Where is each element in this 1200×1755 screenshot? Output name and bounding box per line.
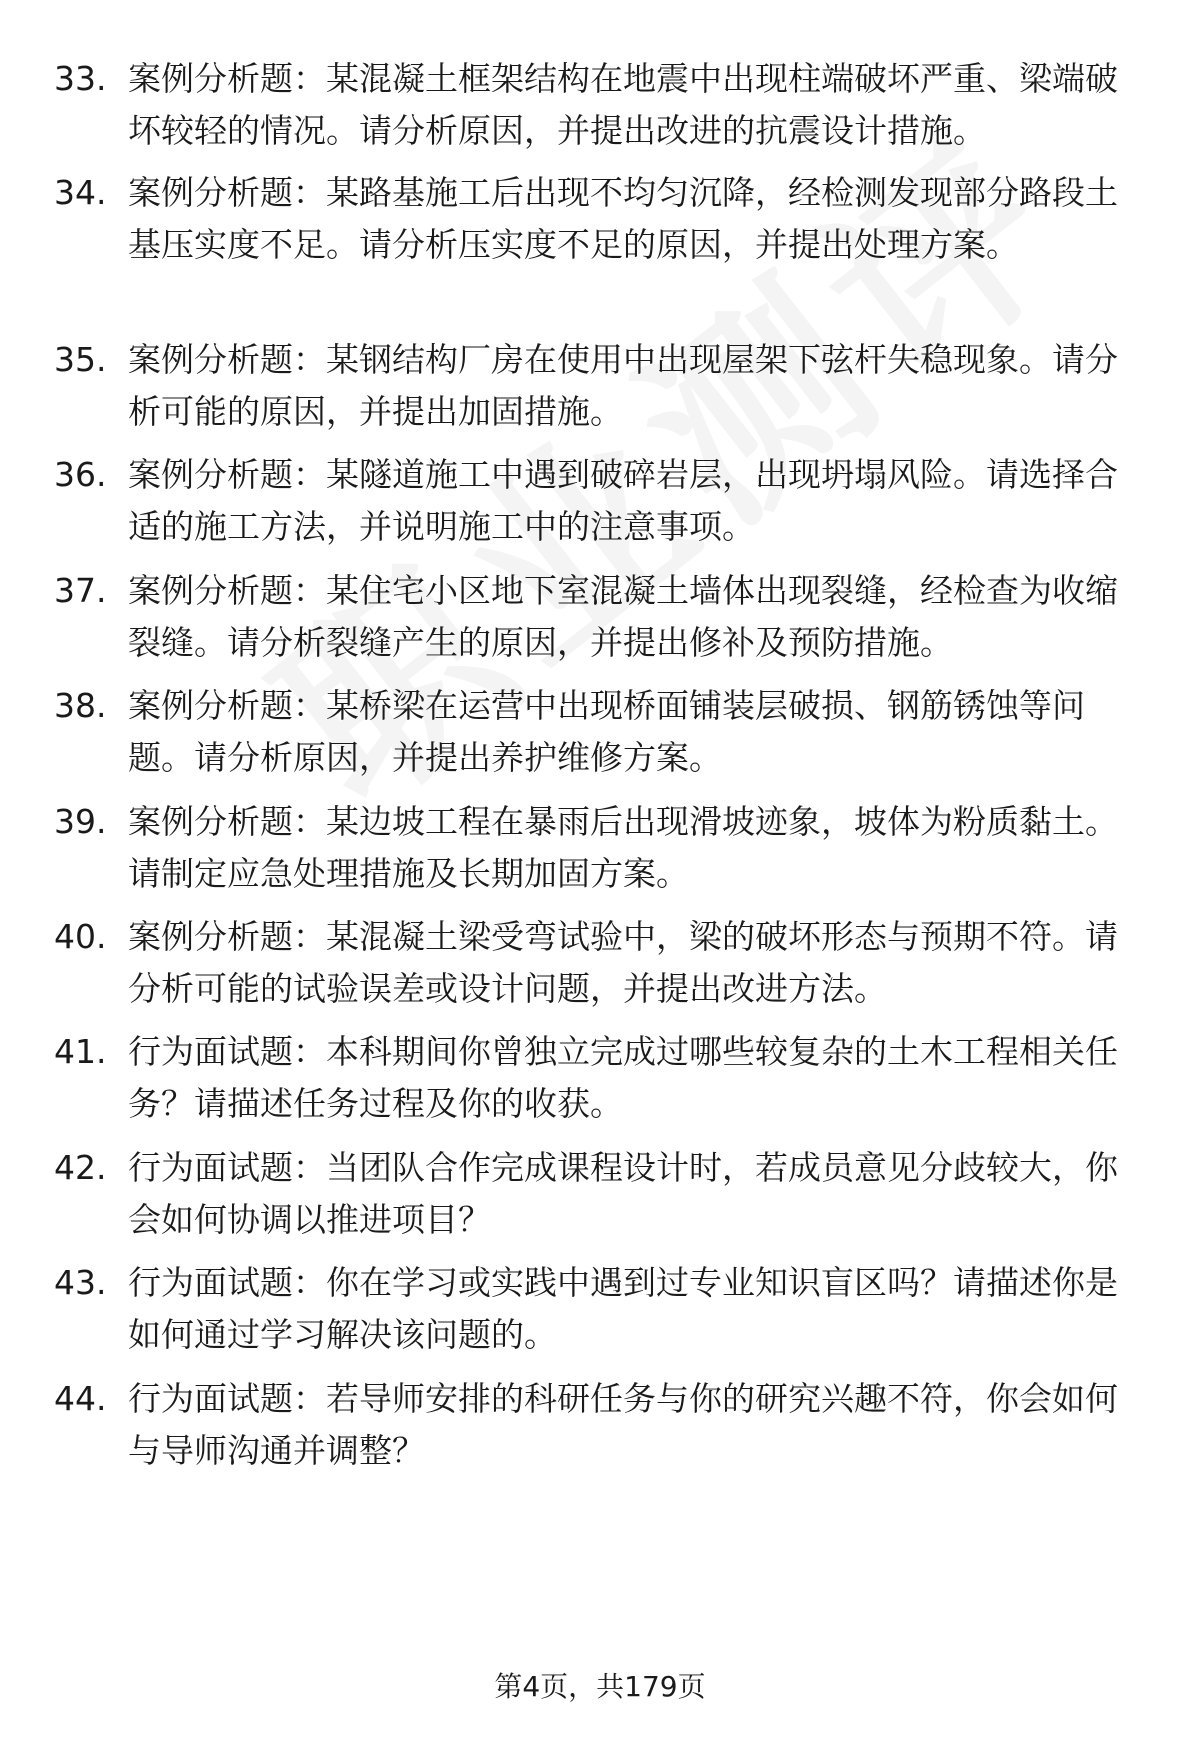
question-text: 案例分析题：某隧道施工中遇到破碎岩层，出现坍塌风险。请选择合适的施工方法，并说明施工中的注意事项。 xyxy=(128,455,1118,546)
question-number: 38. xyxy=(54,686,107,725)
question-number: 40. xyxy=(54,917,107,956)
question-number: 33. xyxy=(54,59,107,98)
question-text: 行为面试题：你在学习或实践中遇到过专业知识盲区吗？请描述你是如何通过学习解决该问题的。 xyxy=(128,1263,1118,1354)
question-number: 37. xyxy=(54,571,107,610)
question-number: 42. xyxy=(54,1148,107,1187)
question-number: 39. xyxy=(54,802,107,841)
question-text: 案例分析题：某边坡工程在暴雨后出现滑坡迹象，坡体为粉质黏土。请制定应急处理措施及长期加固方案。 xyxy=(128,802,1118,893)
question-text: 行为面试题：本科期间你曾独立完成过哪些较复杂的土木工程相关任务？请描述任务过程及你的收获。 xyxy=(128,1032,1118,1123)
question-number: 35. xyxy=(54,340,107,379)
question-text: 案例分析题：某路基施工后出现不均匀沉降，经检测发现部分路段土基压实度不足。请分析压实度不足的原因，并提出处理方案。 xyxy=(128,173,1118,264)
question-text: 案例分析题：某钢结构厂房在使用中出现屋架下弦杆失稳现象。请分析可能的原因，并提出加固措施。 xyxy=(128,340,1118,431)
question-text: 行为面试题：若导师安排的科研任务与你的研究兴趣不符，你会如何与导师沟通并调整？ xyxy=(128,1379,1118,1470)
question-text: 案例分析题：某混凝土框架结构在地震中出现柱端破坏严重、梁端破坏较轻的情况。请分析原因，并提出改进的抗震设计措施。 xyxy=(128,59,1118,150)
question-number: 36. xyxy=(54,455,107,494)
question-text: 案例分析题：某桥梁在运营中出现桥面铺装层破损、钢筋锈蚀等问题。请分析原因，并提出养护维修方案。 xyxy=(128,686,1085,777)
question-text: 案例分析题：某混凝土梁受弯试验中，梁的破坏形态与预期不符。请分析可能的试验误差或设计问题，并提出改进方法。 xyxy=(128,917,1118,1008)
question-text: 案例分析题：某住宅小区地下室混凝土墙体出现裂缝，经检查为收缩裂缝。请分析裂缝产生的原因，并提出修补及预防措施。 xyxy=(128,571,1118,662)
question-text: 行为面试题：当团队合作完成课程设计时，若成员意见分歧较大，你会如何协调以推进项目？ xyxy=(128,1148,1118,1239)
question-number: 44. xyxy=(54,1379,107,1418)
page-number-footer: 第4页，共179页 xyxy=(494,1670,706,1703)
question-number: 43. xyxy=(54,1263,107,1302)
question-number: 41. xyxy=(54,1032,107,1071)
question-number: 34. xyxy=(54,173,107,212)
